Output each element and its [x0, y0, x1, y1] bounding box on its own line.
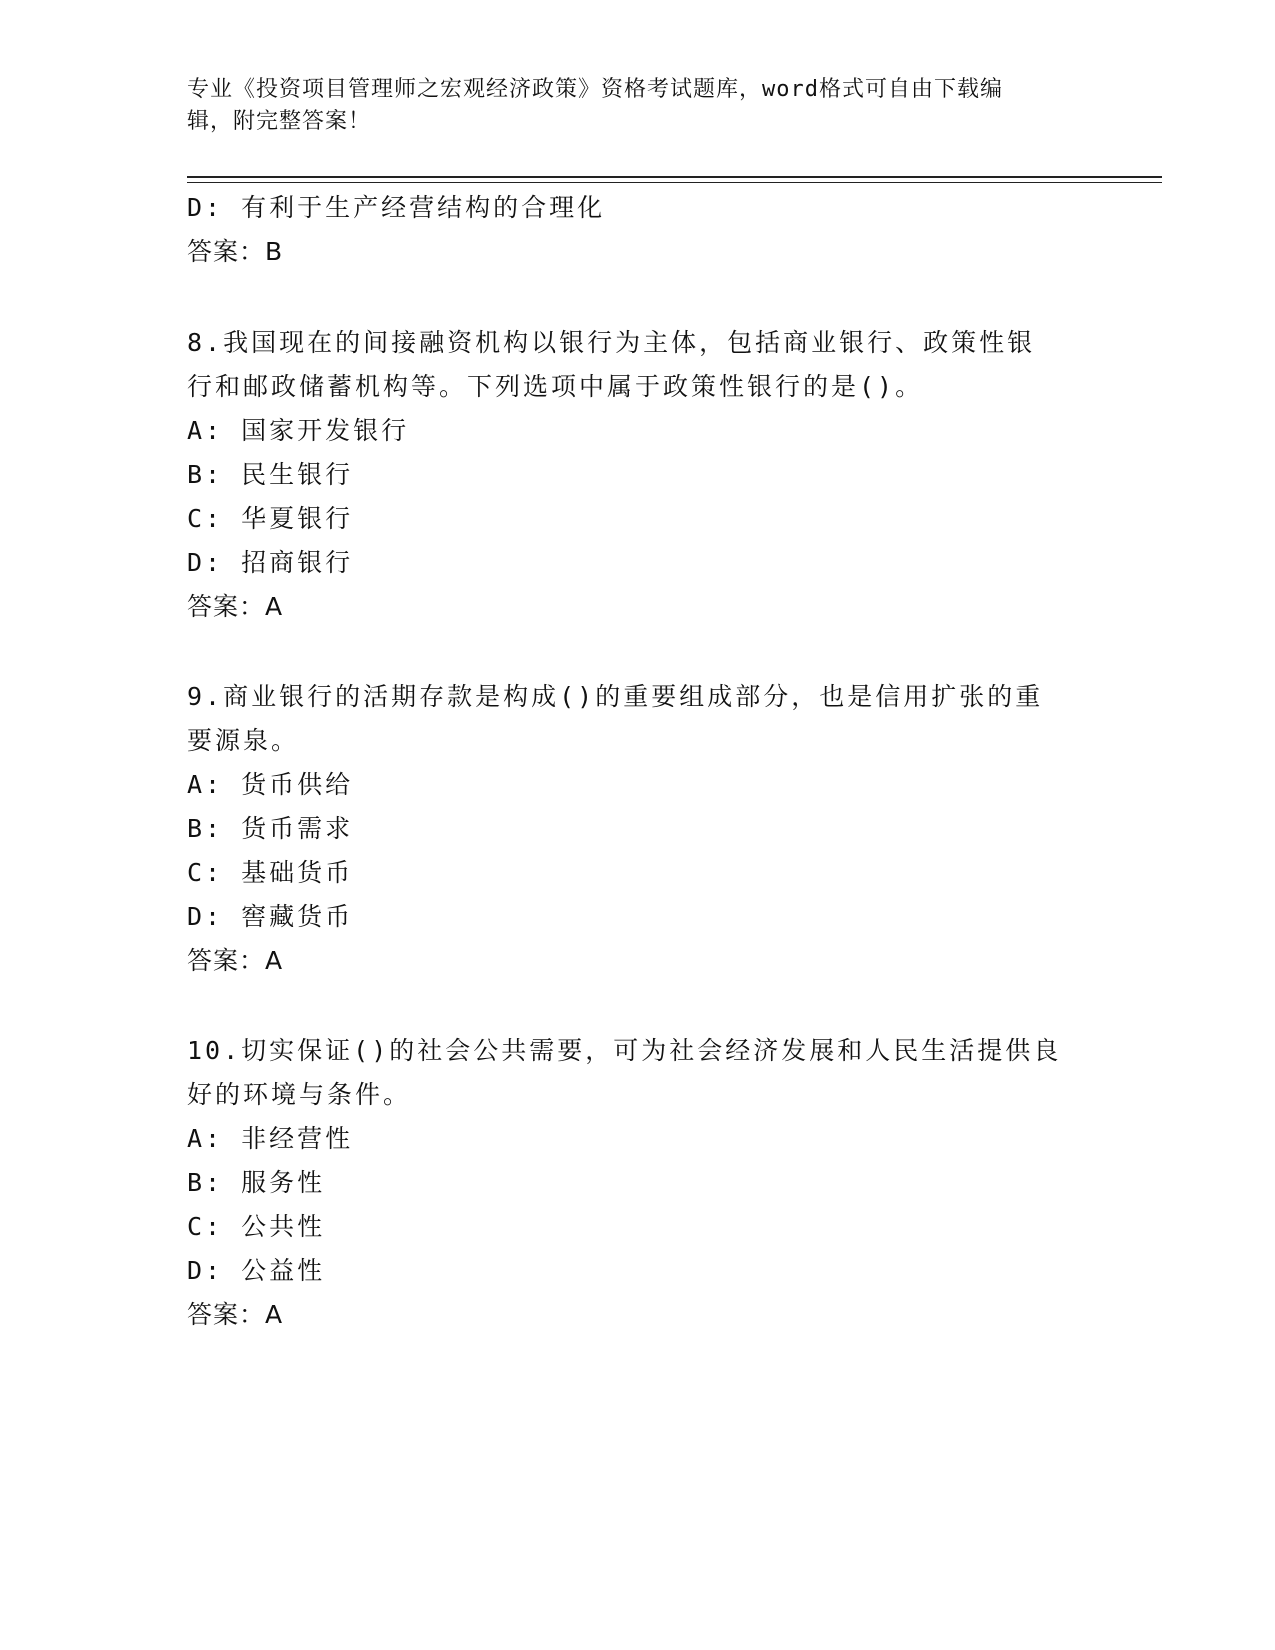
q8-stem-line-2: 行和邮政储蓄机构等。下列选项中属于政策性银行的是()。 [187, 372, 924, 401]
q9-stem-line-1: 9.商业银行的活期存款是构成()的重要组成部分，也是信用扩张的重 [187, 682, 1044, 711]
q8-answer: 答案：A [187, 592, 284, 621]
q9-option-b: B: 货币需求 [187, 814, 354, 843]
q9-option-d: D: 窖藏货币 [187, 902, 354, 931]
q8-stem-line-1: 8.我国现在的间接融资机构以银行为主体，包括商业银行、政策性银 [187, 328, 1036, 357]
q8-option-a: A: 国家开发银行 [187, 416, 410, 445]
header-line-1: 专业《投资项目管理师之宏观经济政策》资格考试题库，word格式可自由下载编 [187, 77, 1003, 102]
q10-option-c: C: 公共性 [187, 1212, 326, 1241]
q10-stem-line-2: 好的环境与条件。 [187, 1080, 412, 1109]
q9-stem-line-2: 要源泉。 [187, 726, 300, 755]
header-divider-thin [187, 182, 1162, 183]
q9-option-a: A: 货币供给 [187, 770, 354, 799]
q8-option-b: B: 民生银行 [187, 460, 354, 489]
q10-option-d: D: 公益性 [187, 1256, 326, 1285]
q8-option-c: C: 华夏银行 [187, 504, 354, 533]
q10-stem-line-1: 10.切实保证()的社会公共需要，可为社会经济发展和人民生活提供良 [187, 1036, 1062, 1065]
q7-answer: 答案：B [187, 237, 284, 266]
q9-option-c: C: 基础货币 [187, 858, 354, 887]
q10-option-b: B: 服务性 [187, 1168, 326, 1197]
q10-option-a: A: 非经营性 [187, 1124, 354, 1153]
header-divider-thick [187, 176, 1162, 178]
q9-answer: 答案：A [187, 946, 284, 975]
document-header [187, 74, 1077, 138]
q8-option-d: D: 招商银行 [187, 548, 354, 577]
q10-answer: 答案：A [187, 1300, 284, 1329]
q7-option-d: D: 有利于生产经营结构的合理化 [187, 193, 606, 222]
header-line-2: 辑，附完整答案！ [187, 109, 372, 134]
